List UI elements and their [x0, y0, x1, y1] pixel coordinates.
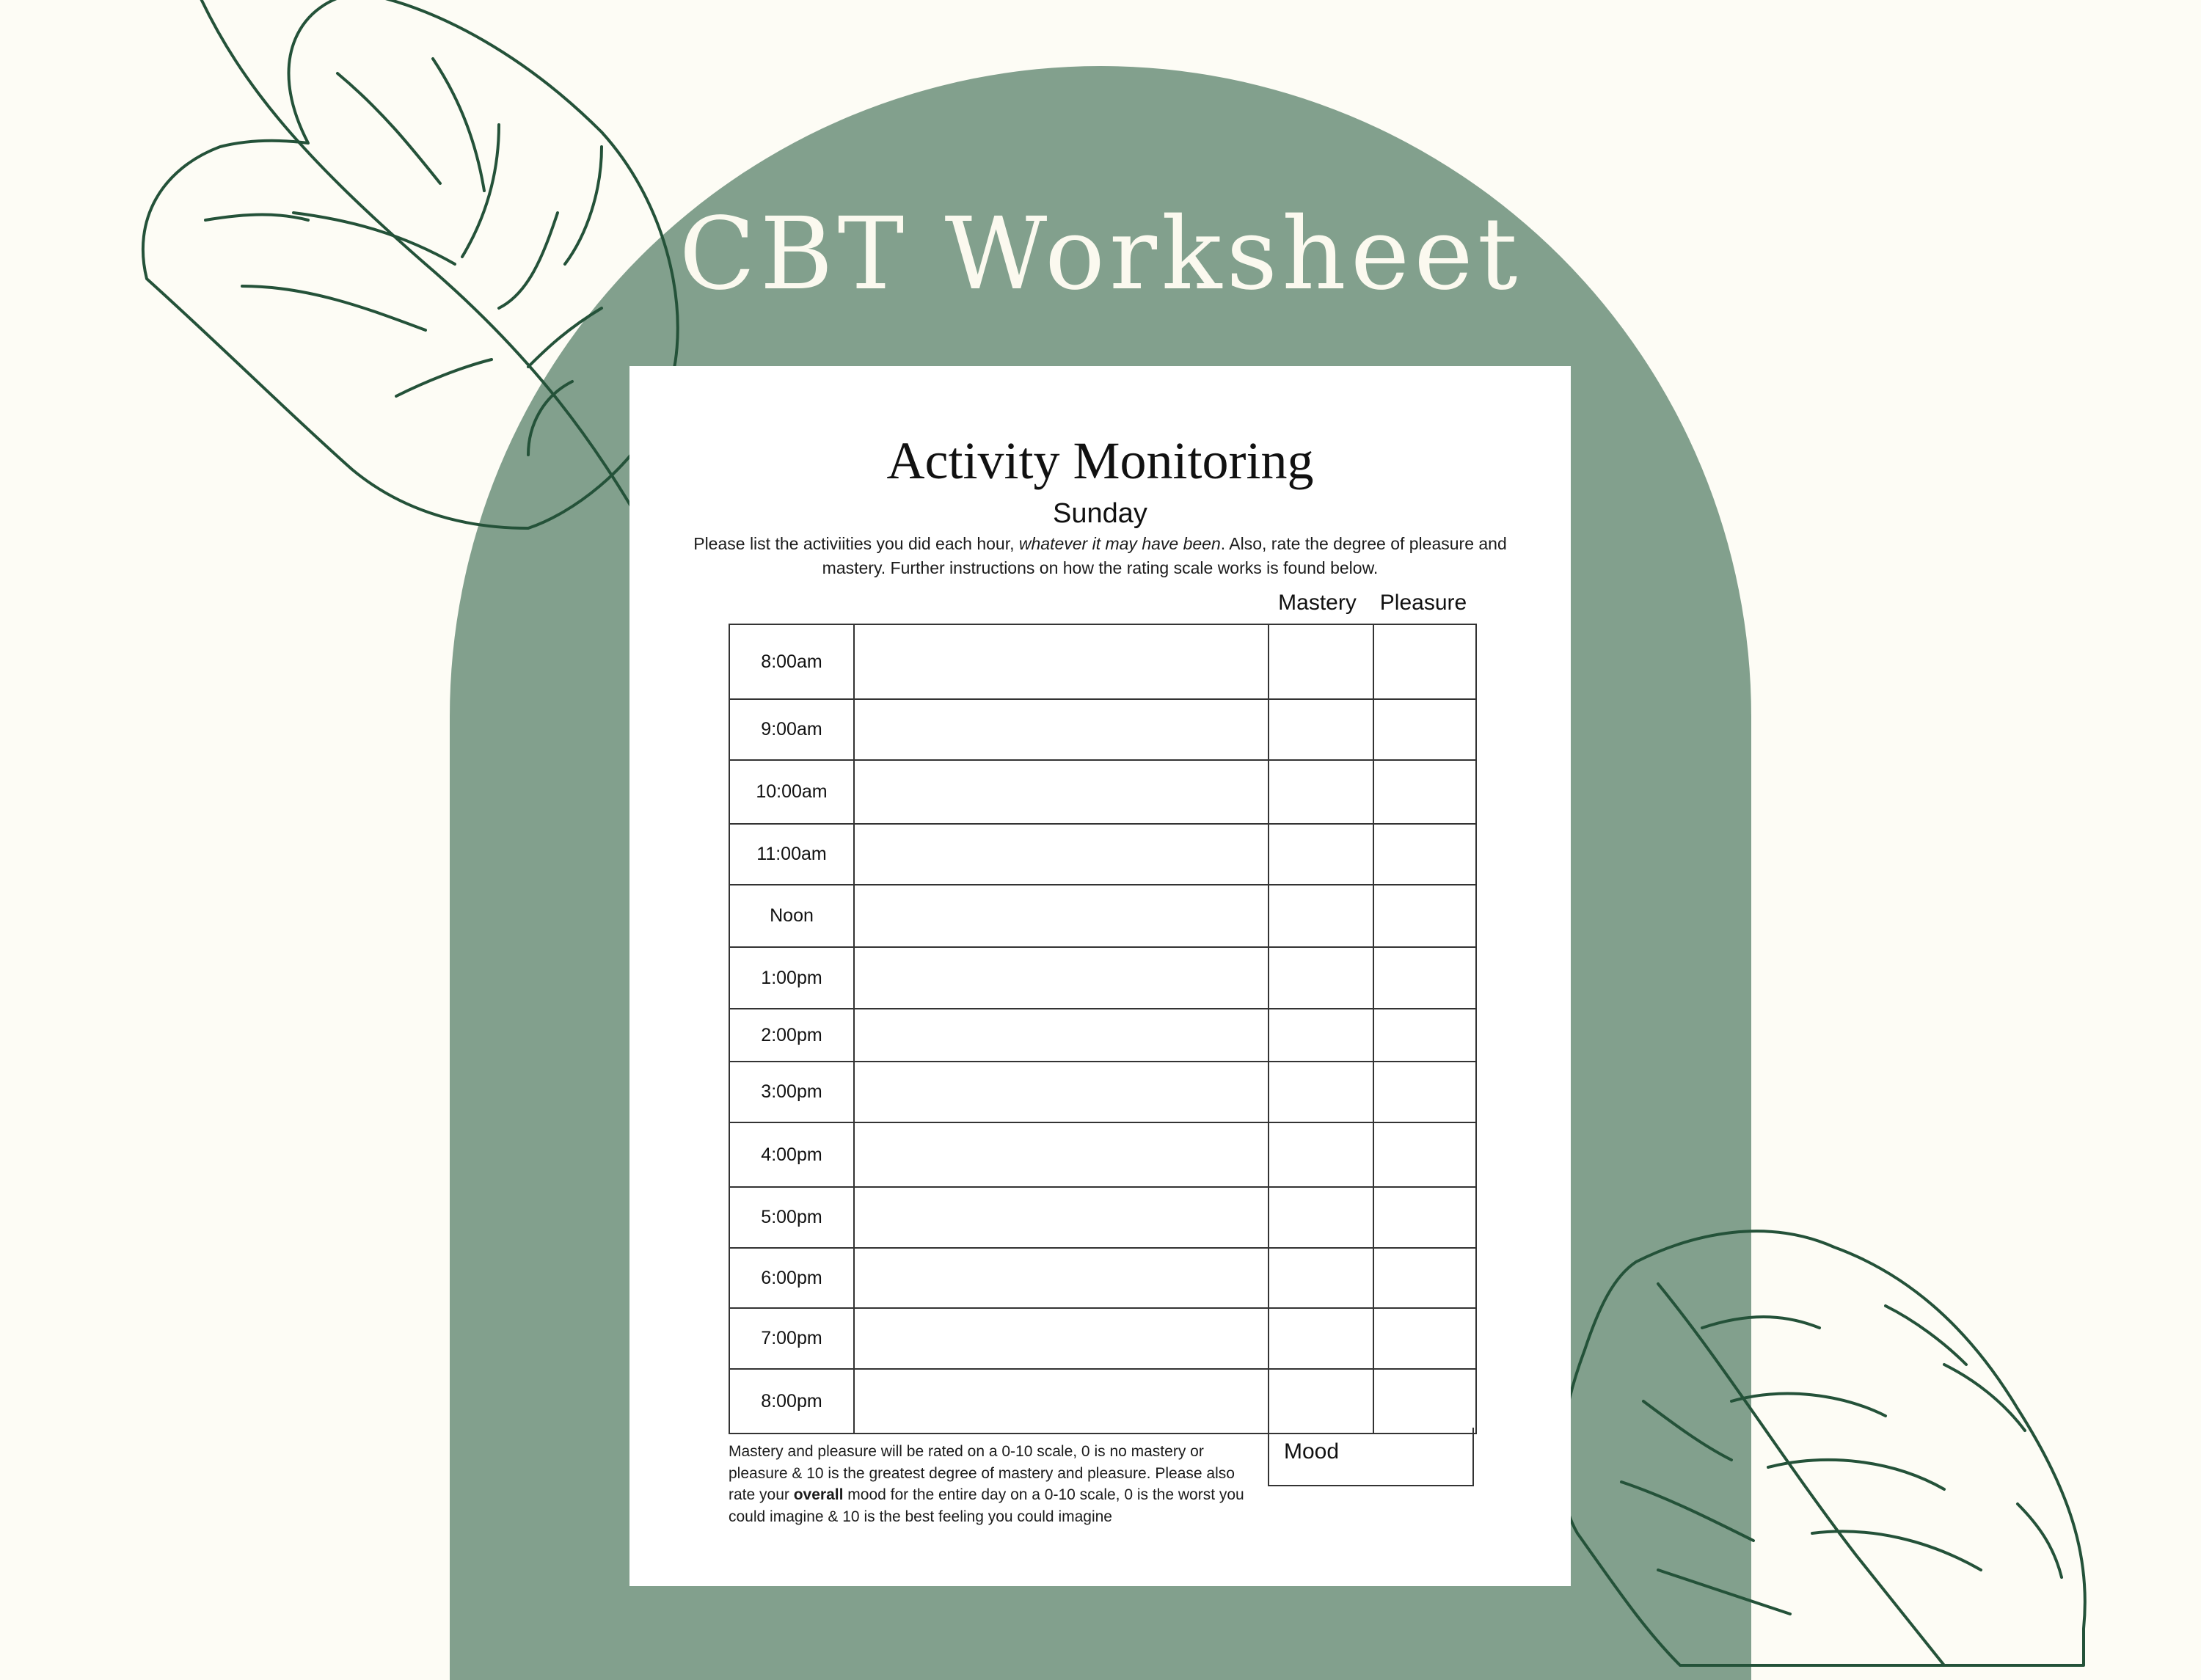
mood-rating-box[interactable]: [1268, 1428, 1474, 1486]
pleasure-cell[interactable]: [1373, 1308, 1476, 1369]
table-row: [729, 624, 1476, 699]
activity-cell[interactable]: [854, 1062, 1269, 1122]
mastery-cell[interactable]: [1269, 947, 1373, 1009]
time-cell: 2:00pm: [729, 1009, 854, 1062]
banner-title: CBT Worksheet: [679, 197, 1522, 313]
table-row: [729, 1187, 1476, 1248]
mood-label: Mood: [1284, 1439, 1340, 1464]
worksheet-page: [629, 366, 1571, 1586]
table-row: [729, 1369, 1476, 1434]
pleasure-column-header: Pleasure: [1379, 591, 1467, 615]
worksheet-title: Activity Monitoring: [886, 431, 1314, 490]
instructions-emphasis: whatever it may have been: [1018, 534, 1221, 553]
activity-cell[interactable]: [854, 624, 1269, 699]
activity-cell[interactable]: [854, 1009, 1269, 1062]
activity-cell[interactable]: [854, 1187, 1269, 1248]
table-row: [729, 1009, 1476, 1062]
instructions-part1: Please list the activiities you did each hour,: [693, 534, 1019, 553]
table-row: [729, 824, 1476, 885]
time-cell: 8:00pm: [729, 1369, 854, 1434]
rating-scale-note: [729, 1441, 1264, 1527]
activity-cell[interactable]: [854, 885, 1269, 947]
time-cell: 10:00am: [729, 760, 854, 824]
footnote-part2: mood for the entire day on a 0-10 scale, 0 is the worst you could imagine & 10 is the best feeling you could imagine: [729, 1486, 1244, 1525]
pleasure-cell[interactable]: [1373, 824, 1476, 885]
activity-cell[interactable]: [854, 1308, 1269, 1369]
pleasure-cell[interactable]: [1373, 1009, 1476, 1062]
pleasure-cell[interactable]: [1373, 1122, 1476, 1187]
time-cell: Noon: [729, 885, 854, 947]
mastery-cell[interactable]: [1269, 624, 1373, 699]
activity-cell[interactable]: [854, 760, 1269, 824]
table-row: [729, 1308, 1476, 1369]
pleasure-cell[interactable]: [1373, 885, 1476, 947]
activity-cell[interactable]: [854, 824, 1269, 885]
mastery-cell[interactable]: [1269, 1122, 1373, 1187]
pleasure-cell[interactable]: [1373, 947, 1476, 1009]
mastery-cell[interactable]: [1269, 1248, 1373, 1308]
pleasure-cell[interactable]: [1373, 760, 1476, 824]
activity-cell[interactable]: [854, 1122, 1269, 1187]
activity-table: [729, 624, 1477, 1434]
time-cell: 7:00pm: [729, 1308, 854, 1369]
table-row: [729, 947, 1476, 1009]
worksheet-instructions: [681, 532, 1519, 580]
activity-cell[interactable]: [854, 1369, 1269, 1434]
pleasure-cell[interactable]: [1373, 1062, 1476, 1122]
time-cell: 11:00am: [729, 824, 854, 885]
mastery-cell[interactable]: [1269, 760, 1373, 824]
mastery-cell[interactable]: [1269, 1009, 1373, 1062]
mastery-cell[interactable]: [1269, 699, 1373, 760]
pleasure-cell[interactable]: [1373, 1187, 1476, 1248]
time-cell: 6:00pm: [729, 1248, 854, 1308]
mastery-cell[interactable]: [1269, 824, 1373, 885]
time-cell: 9:00am: [729, 699, 854, 760]
mastery-cell[interactable]: [1269, 1187, 1373, 1248]
table-row: [729, 1122, 1476, 1187]
mastery-cell[interactable]: [1269, 1369, 1373, 1434]
worksheet-day: Sunday: [1053, 498, 1147, 529]
mastery-cell[interactable]: [1269, 885, 1373, 947]
activity-cell[interactable]: [854, 699, 1269, 760]
pleasure-cell[interactable]: [1373, 1248, 1476, 1308]
instructions-part2: . Also, rate the degree of pleasure and mastery. Further instructions on how the rating scale works is found below.: [822, 534, 1507, 577]
activity-cell[interactable]: [854, 1248, 1269, 1308]
table-row: [729, 1062, 1476, 1122]
monstera-leaf-bottom-right: [1533, 1218, 2128, 1651]
table-row: [729, 885, 1476, 947]
time-cell: 8:00am: [729, 624, 854, 699]
pleasure-cell[interactable]: [1373, 624, 1476, 699]
time-cell: 3:00pm: [729, 1062, 854, 1122]
footnote-bold: overall: [793, 1486, 844, 1503]
activity-cell[interactable]: [854, 947, 1269, 1009]
mastery-cell[interactable]: [1269, 1308, 1373, 1369]
mastery-column-header: Mastery: [1278, 591, 1357, 615]
time-cell: 4:00pm: [729, 1122, 854, 1187]
pleasure-cell[interactable]: [1373, 699, 1476, 760]
time-cell: 1:00pm: [729, 947, 854, 1009]
footnote-part1: Mastery and pleasure will be rated on a 0-10 scale, 0 is no mastery or pleasure & 10 is the greatest degree of mastery and pleasure. Please also rate your: [729, 1443, 1235, 1503]
table-row: [729, 760, 1476, 824]
table-row: [729, 699, 1476, 760]
time-cell: 5:00pm: [729, 1187, 854, 1248]
table-row: [729, 1248, 1476, 1308]
pleasure-cell[interactable]: [1373, 1369, 1476, 1434]
mastery-cell[interactable]: [1269, 1062, 1373, 1122]
